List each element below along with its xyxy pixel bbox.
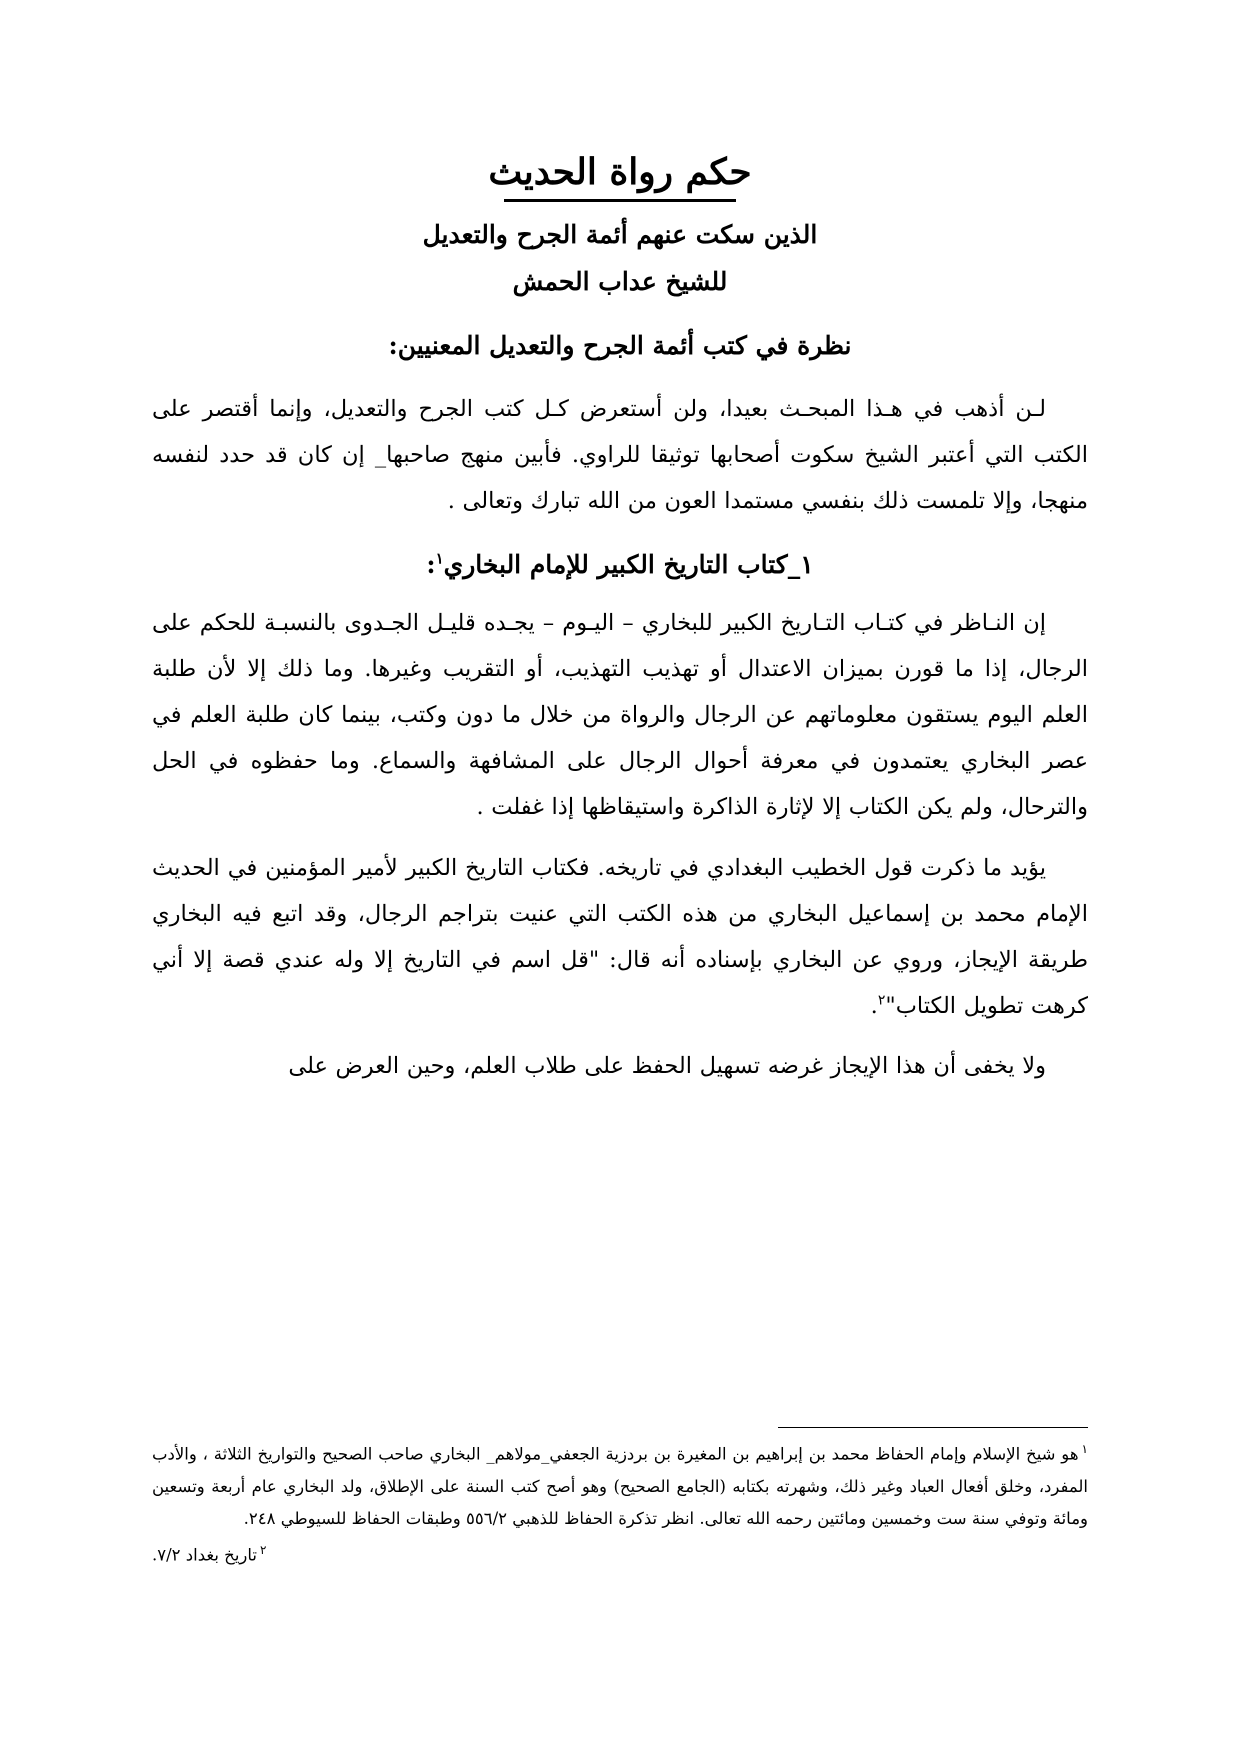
paragraph-tarikh-evaluation: إن النـاظر في كتـاب التـاريخ الكبير للبخاري – اليـوم – يجـده قليـل الجـدوى بالنسبـة للحكم على الرجال، إذا ما قورن بميزان الاعتدال أو تهذيب التهذيب، أو التقريب وغيرها. وما ذلك إلا لأن طلبة العلم اليوم يستقون معلوماتهم عن الرجال والرواة من خلال ما دون وكتب، بينما كان طلبة العلم في عصر البخاري يعتمدون في معرفة أحوال الرجال على المشافهة والسماع. وما حفظوه في الحل والترحال، ولم يكن الكتاب إلا لإثارة الذاكرة واستيقاظها إذا غفلت . [152, 609, 1088, 821]
footnote-text-1: هو شيخ الإسلام وإمام الحفاظ محمد بن إبراهيم بن المغيرة بن بردزية الجعفي_مولاهم_ البخاري صاحب الصحيح والتواريخ الثلاثة ، والأدب المفرد، وخلق أفعال العباد وغير ذلك، وشهرته بكتابه (الجامع الصحيح) وهو أصح كتب السنة على الإطلاق، ولد البخاري عام أربعة وتسعين ومائة وتوفي سنة ست وخمسين ومائتين رحمه الله تعالى. انظر تذكرة الحفاظ للذهبي ٥٥٦/٢ وطبقات الحفاظ للسيوطي ٢٤٨. [152, 1444, 1088, 1529]
footnote-item [152, 1438, 1088, 1535]
footnote-area [152, 1427, 1088, 1574]
footnote-item [152, 1539, 1088, 1572]
footnote-text-2: تاريخ بغداد ٧/٢. [152, 1545, 258, 1565]
footnote-reference-1[interactable]: ١ [435, 550, 444, 569]
numbered-heading-text: ١_كتاب التاريخ الكبير للإمام البخاري [443, 550, 814, 580]
paragraph-khatib-text-part1: يؤيد ما ذكرت قول الخطيب البغدادي في تاريخه. فكتاب التاريخ الكبير لأمير المؤمنين في الحديث الإمام محمد بن إسماعيل البخاري من هذه الكتب التي عنيت بتراجم الرجال، وقد اتبع فيه البخاري طريقة الإيجاز، وروي عن البخاري بإسناده أنه قال: "قل اسم في التاريخ إلا وله عندي قصة إلا أني كرهت تطويل الكتاب" [152, 854, 1088, 1019]
title-underline-divider [504, 199, 736, 202]
page-title: حكم رواة الحديث [488, 151, 752, 193]
footnote-marker-1: ١ [1081, 1442, 1088, 1457]
footnote-separator-rule [778, 1427, 1088, 1429]
section-heading-overview: نظرة في كتب أئمة الجرح والتعديل المعنيين: [388, 330, 852, 360]
paragraph-ijaz-purpose: ولا يخفى أن هذا الإيجاز غرضه تسهيل الحفظ على طلاب العلم، وحين العرض على [288, 1053, 1046, 1079]
document-subtitle: الذين سكت عنهم أئمة الجرح والتعديل [422, 219, 818, 249]
paragraph-khatib-text-part2: . [870, 992, 878, 1019]
footnote-line-2 [152, 1539, 1088, 1572]
numbered-heading-colon: : [426, 550, 436, 580]
footnote-marker-2: ٢ [260, 1543, 267, 1558]
paragraph-intro: لـن أذهب في هـذا المبحـث بعيدا، ولن أستعرض كـل كتب الجرح والتعديل، وإنما أقتصر على الكتب التي أعتبر الشيخ سكوت أصحابها توثيقا للراوي. فأبين منهج صاحبها_ إن كان قد حدد لنفسه منهجا، وإلا تلمست ذلك بنفسي مستمدا العون من الله تبارك وتعالى . [152, 396, 1088, 515]
footnote-reference-2[interactable]: ٢ [877, 992, 886, 1009]
paragraph-khatib-baghdadi [152, 845, 1088, 1030]
document-author: للشيخ عداب الحمش [512, 267, 728, 296]
document-body [152, 150, 1088, 1093]
section-heading-tarikh-kabir [152, 546, 1088, 584]
